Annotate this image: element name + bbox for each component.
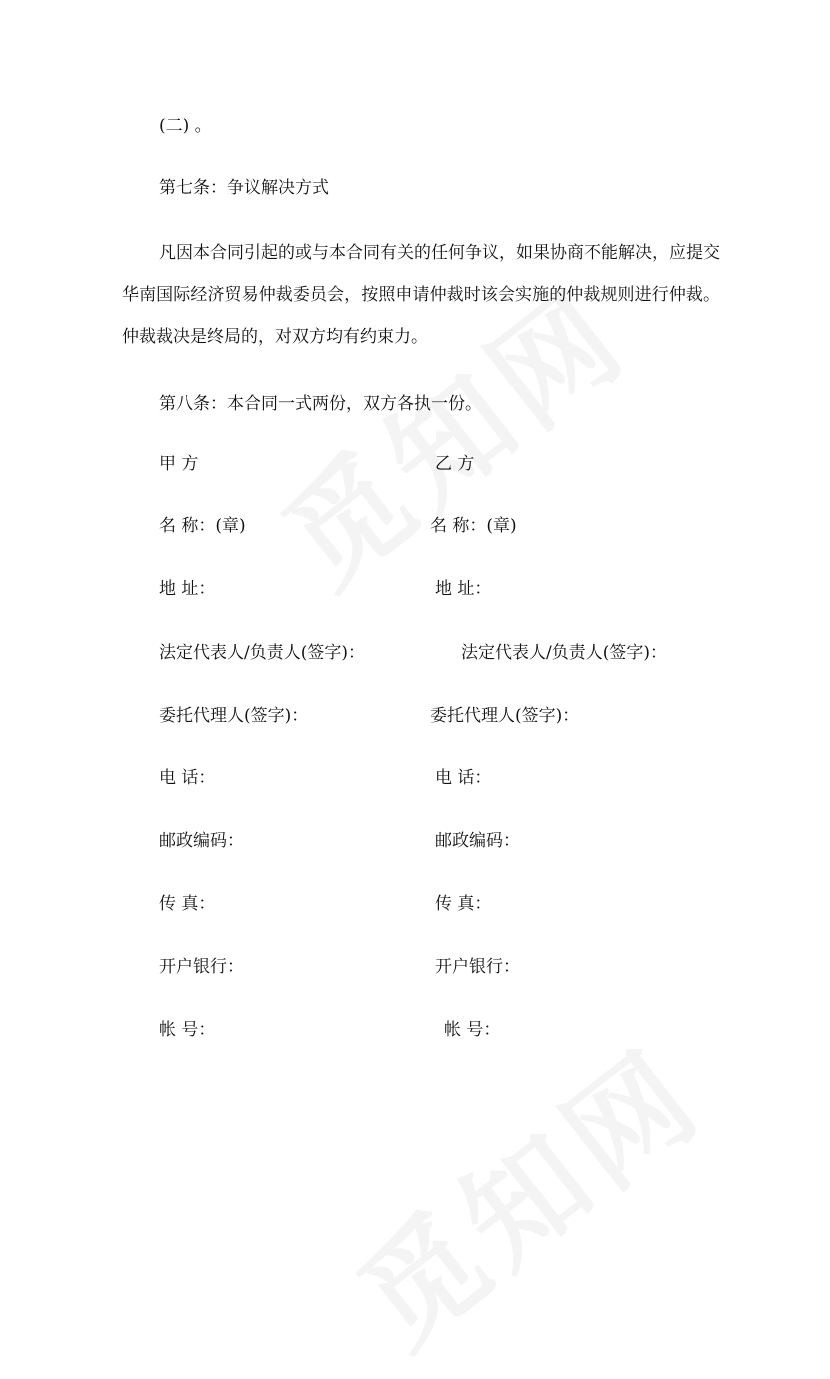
party-a-account: 帐 号： <box>159 1020 216 1040</box>
party-b-agent: 委托代理人(签字)： <box>430 706 580 726</box>
party-a-address: 地 址： <box>159 579 216 599</box>
party-b-address: 地 址： <box>435 579 492 599</box>
party-a-name: 名 称：(章) <box>159 516 246 536</box>
party-b-heading: 乙 方 <box>435 454 475 474</box>
party-b-fax: 传 真： <box>435 894 492 914</box>
party-b-legal-rep: 法定代表人/负责人(签字)： <box>461 643 667 663</box>
party-b-phone: 电 话： <box>435 768 492 788</box>
party-a-postcode: 邮政编码： <box>159 831 244 851</box>
party-a-bank: 开户银行： <box>159 957 244 977</box>
party-a-fax: 传 真： <box>159 894 216 914</box>
article7-body: 凡因本合同引起的或与本合同有关的任何争议，如果协商不能解决，应提交华南国际经济贸易仲裁委员会，按照申请仲裁时该会实施的仲裁规则进行仲裁。仲裁裁决是终局的，对双方均有约束力。 <box>122 243 720 347</box>
party-a-phone: 电 话： <box>159 768 216 788</box>
watermark-bottom <box>318 1003 731 1379</box>
party-b-postcode: 邮政编码： <box>435 831 520 851</box>
article8-text: 第八条：本合同一式两份，双方各执一份。 <box>159 394 482 414</box>
party-b-name: 名 称：(章) <box>430 516 517 536</box>
party-b-account: 帐 号： <box>444 1020 501 1040</box>
party-a-heading: 甲 方 <box>159 454 199 474</box>
party-a-legal-rep: 法定代表人/负责人(签字)： <box>159 643 365 663</box>
party-a-agent: 委托代理人(签字)： <box>159 706 309 726</box>
party-b-bank: 开户银行： <box>435 957 520 977</box>
section-two-label: (二) 。 <box>159 116 212 136</box>
article7-title: 第七条：争议解决方式 <box>159 178 329 198</box>
